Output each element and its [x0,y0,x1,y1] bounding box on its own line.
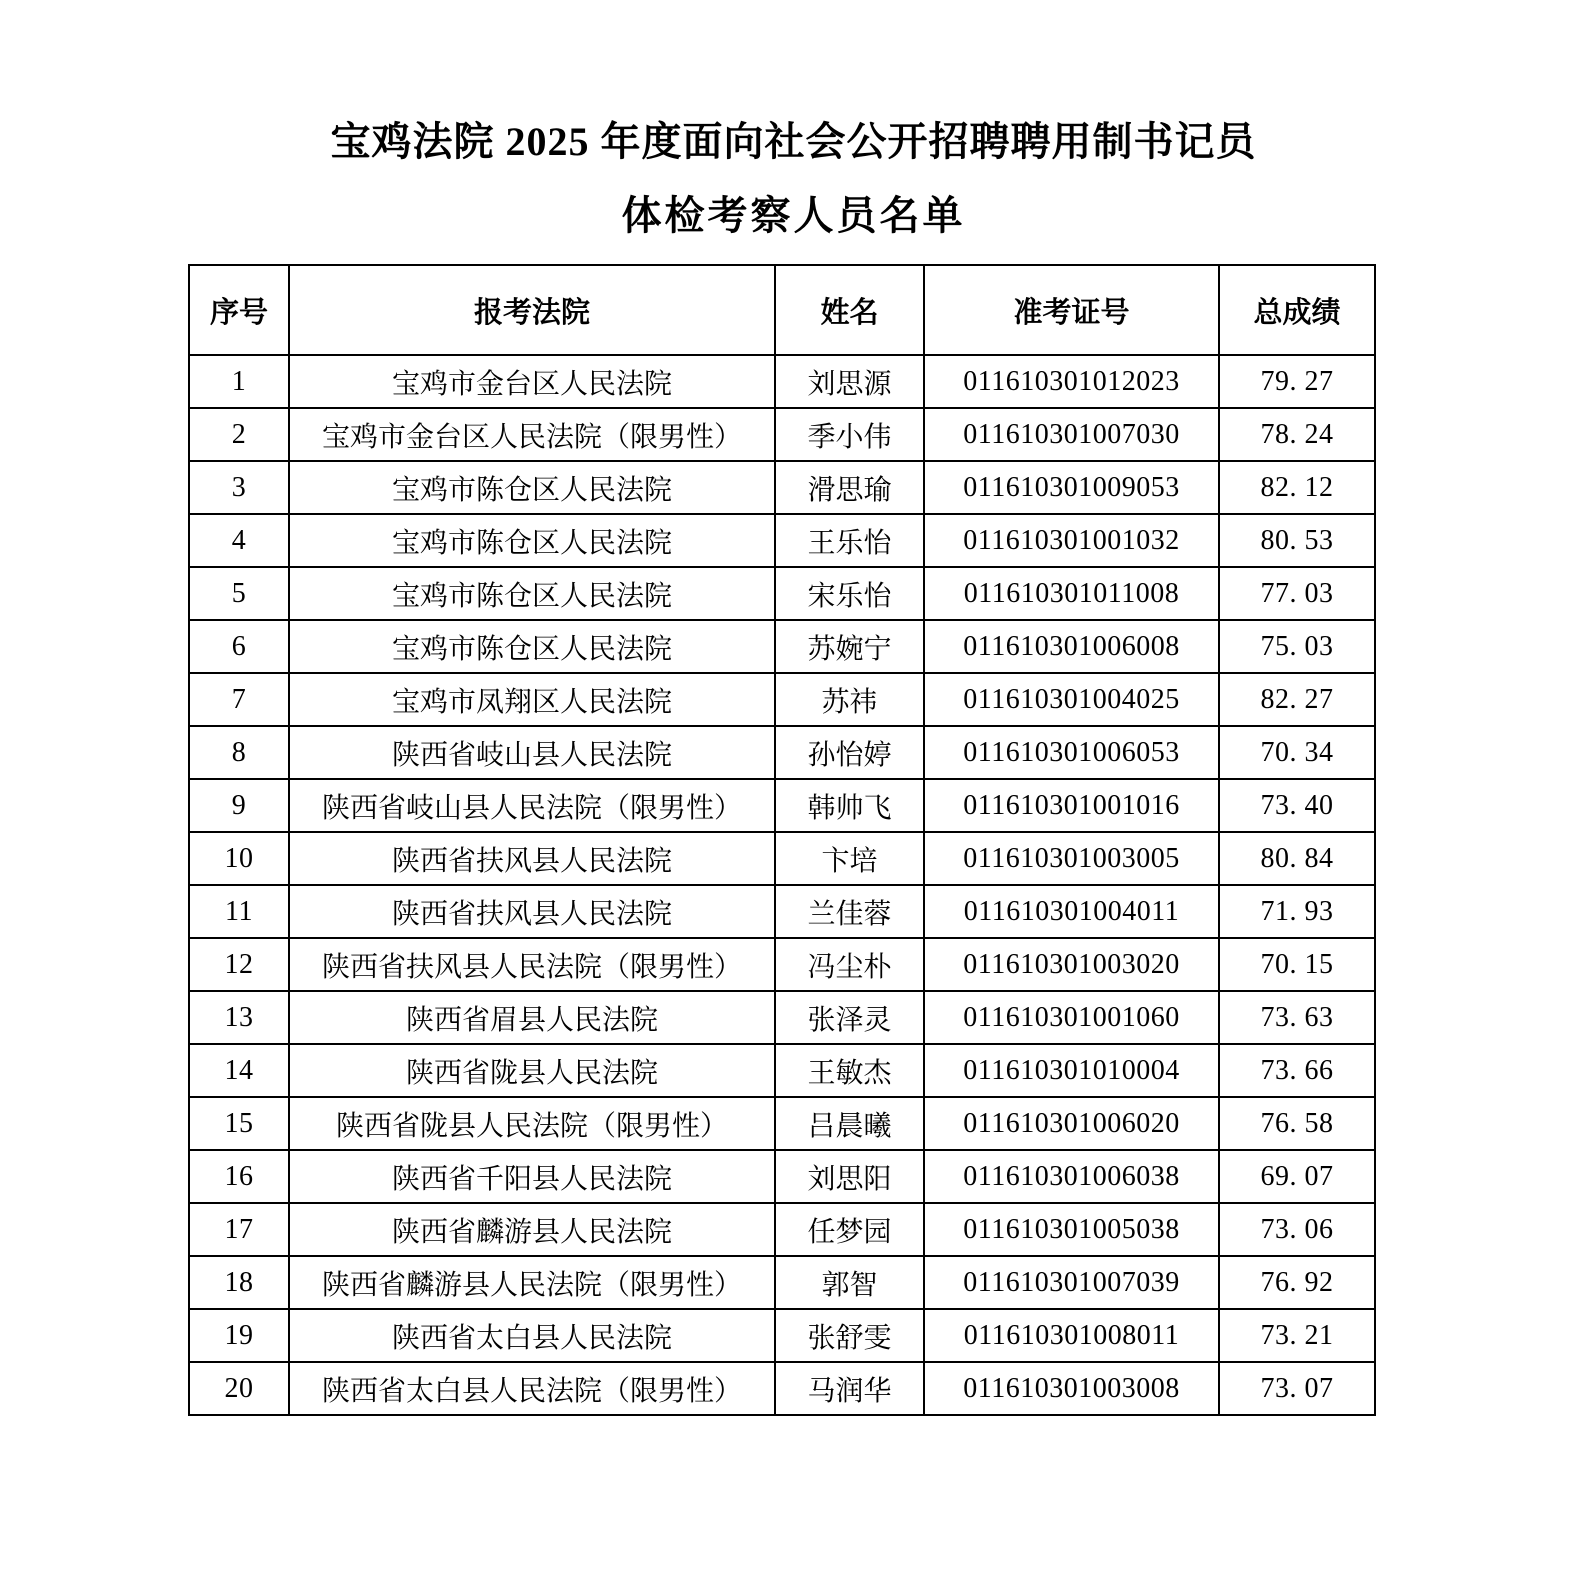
cell-ticket: 011610301003008 [924,1362,1219,1415]
cell-court: 宝鸡市陈仓区人民法院 [289,620,775,673]
table-row [189,567,1375,620]
cell-court: 陕西省陇县人民法院（限男性） [289,1097,775,1150]
cell-ticket: 011610301007030 [924,408,1219,461]
cell-score: 82. 27 [1219,673,1375,726]
table-row [189,938,1375,991]
cell-score: 79. 27 [1219,355,1375,408]
cell-seq: 11 [189,885,289,938]
cell-seq: 19 [189,1309,289,1362]
col-header-name: 姓名 [775,265,924,355]
cell-ticket: 011610301004025 [924,673,1219,726]
cell-seq: 18 [189,1256,289,1309]
document-title-line2: 体检考察人员名单 [621,193,966,238]
cell-ticket: 011610301003020 [924,938,1219,991]
cell-score: 73. 07 [1219,1362,1375,1415]
table-row [189,1256,1375,1309]
cell-court: 陕西省岐山县人民法院（限男性） [289,779,775,832]
cell-ticket: 011610301003005 [924,832,1219,885]
table-row [189,1362,1375,1415]
cell-seq: 20 [189,1362,289,1415]
cell-name: 王敏杰 [775,1044,924,1097]
cell-seq: 8 [189,726,289,779]
cell-seq: 9 [189,779,289,832]
cell-ticket: 011610301001060 [924,991,1219,1044]
cell-score: 73. 66 [1219,1044,1375,1097]
cell-name: 张泽灵 [775,991,924,1044]
cell-court: 陕西省麟游县人民法院 [289,1203,775,1256]
table-row [189,885,1375,938]
cell-ticket: 011610301010004 [924,1044,1219,1097]
cell-ticket: 011610301006053 [924,726,1219,779]
cell-court: 宝鸡市金台区人民法院（限男性） [289,408,775,461]
cell-name: 刘思源 [775,355,924,408]
cell-court: 宝鸡市凤翔区人民法院 [289,673,775,726]
table-row [189,1203,1375,1256]
cell-ticket: 011610301009053 [924,461,1219,514]
cell-ticket: 011610301006020 [924,1097,1219,1150]
cell-score: 75. 03 [1219,620,1375,673]
table-row [189,1309,1375,1362]
cell-score: 76. 92 [1219,1256,1375,1309]
cell-name: 王乐怡 [775,514,924,567]
table-row [189,673,1375,726]
cell-seq: 3 [189,461,289,514]
cell-score: 82. 12 [1219,461,1375,514]
table-row [189,726,1375,779]
cell-court: 陕西省岐山县人民法院 [289,726,775,779]
cell-ticket: 011610301007039 [924,1256,1219,1309]
cell-score: 78. 24 [1219,408,1375,461]
col-header-score: 总成绩 [1219,265,1375,355]
cell-ticket: 011610301011008 [924,567,1219,620]
cell-score: 80. 84 [1219,832,1375,885]
cell-court: 宝鸡市金台区人民法院 [289,355,775,408]
cell-score: 73. 06 [1219,1203,1375,1256]
cell-name: 季小伟 [775,408,924,461]
table-row [189,1097,1375,1150]
cell-court: 陕西省千阳县人民法院 [289,1150,775,1203]
cell-score: 71. 93 [1219,885,1375,938]
cell-seq: 2 [189,408,289,461]
cell-seq: 6 [189,620,289,673]
cell-seq: 12 [189,938,289,991]
cell-ticket: 011610301008011 [924,1309,1219,1362]
table-row [189,991,1375,1044]
cell-name: 马润华 [775,1362,924,1415]
table-row [189,355,1375,408]
cell-score: 76. 58 [1219,1097,1375,1150]
cell-score: 70. 15 [1219,938,1375,991]
cell-score: 73. 21 [1219,1309,1375,1362]
cell-seq: 4 [189,514,289,567]
cell-name: 吕晨曦 [775,1097,924,1150]
cell-court: 陕西省眉县人民法院 [289,991,775,1044]
table-row [189,408,1375,461]
col-header-index: 序号 [189,265,289,355]
cell-seq: 17 [189,1203,289,1256]
cell-score: 70. 34 [1219,726,1375,779]
cell-score: 69. 07 [1219,1150,1375,1203]
table-body [189,355,1375,1415]
cell-court: 宝鸡市陈仓区人民法院 [289,567,775,620]
cell-seq: 13 [189,991,289,1044]
cell-court: 陕西省太白县人民法院 [289,1309,775,1362]
table-header-row [189,265,1375,355]
col-header-court: 报考法院 [289,265,775,355]
col-header-ticket: 准考证号 [924,265,1219,355]
cell-ticket: 011610301012023 [924,355,1219,408]
document-title-line1: 宝鸡法院 2025 年度面向社会公开招聘聘用制书记员 [330,119,1257,164]
table-row [189,832,1375,885]
cell-name: 兰佳蓉 [775,885,924,938]
table-row [189,1150,1375,1203]
cell-name: 孙怡婷 [775,726,924,779]
table-row [189,779,1375,832]
cell-seq: 14 [189,1044,289,1097]
cell-score: 73. 63 [1219,991,1375,1044]
table-row [189,1044,1375,1097]
cell-score: 77. 03 [1219,567,1375,620]
cell-name: 冯尘朴 [775,938,924,991]
cell-court: 陕西省太白县人民法院（限男性） [289,1362,775,1415]
cell-court: 陕西省麟游县人民法院（限男性） [289,1256,775,1309]
cell-score: 80. 53 [1219,514,1375,567]
cell-court: 宝鸡市陈仓区人民法院 [289,514,775,567]
cell-seq: 1 [189,355,289,408]
cell-court: 陕西省扶风县人民法院（限男性） [289,938,775,991]
cell-name: 宋乐怡 [775,567,924,620]
cell-seq: 5 [189,567,289,620]
cell-seq: 10 [189,832,289,885]
table-row [189,514,1375,567]
cell-score: 73. 40 [1219,779,1375,832]
cell-name: 刘思阳 [775,1150,924,1203]
cell-seq: 16 [189,1150,289,1203]
cell-ticket: 011610301001032 [924,514,1219,567]
candidate-roster-table [188,264,1376,1416]
cell-ticket: 011610301004011 [924,885,1219,938]
cell-ticket: 011610301006008 [924,620,1219,673]
cell-name: 张舒雯 [775,1309,924,1362]
cell-name: 苏婉宁 [775,620,924,673]
cell-ticket: 011610301005038 [924,1203,1219,1256]
cell-ticket: 011610301001016 [924,779,1219,832]
cell-court: 陕西省陇县人民法院 [289,1044,775,1097]
cell-court: 宝鸡市陈仓区人民法院 [289,461,775,514]
cell-seq: 15 [189,1097,289,1150]
cell-ticket: 011610301006038 [924,1150,1219,1203]
cell-name: 卞培 [775,832,924,885]
table-row [189,461,1375,514]
cell-seq: 7 [189,673,289,726]
cell-name: 滑思瑜 [775,461,924,514]
cell-name: 任梦园 [775,1203,924,1256]
cell-name: 韩帅飞 [775,779,924,832]
cell-court: 陕西省扶风县人民法院 [289,885,775,938]
table-row [189,620,1375,673]
cell-name: 苏祎 [775,673,924,726]
cell-court: 陕西省扶风县人民法院 [289,832,775,885]
cell-name: 郭智 [775,1256,924,1309]
